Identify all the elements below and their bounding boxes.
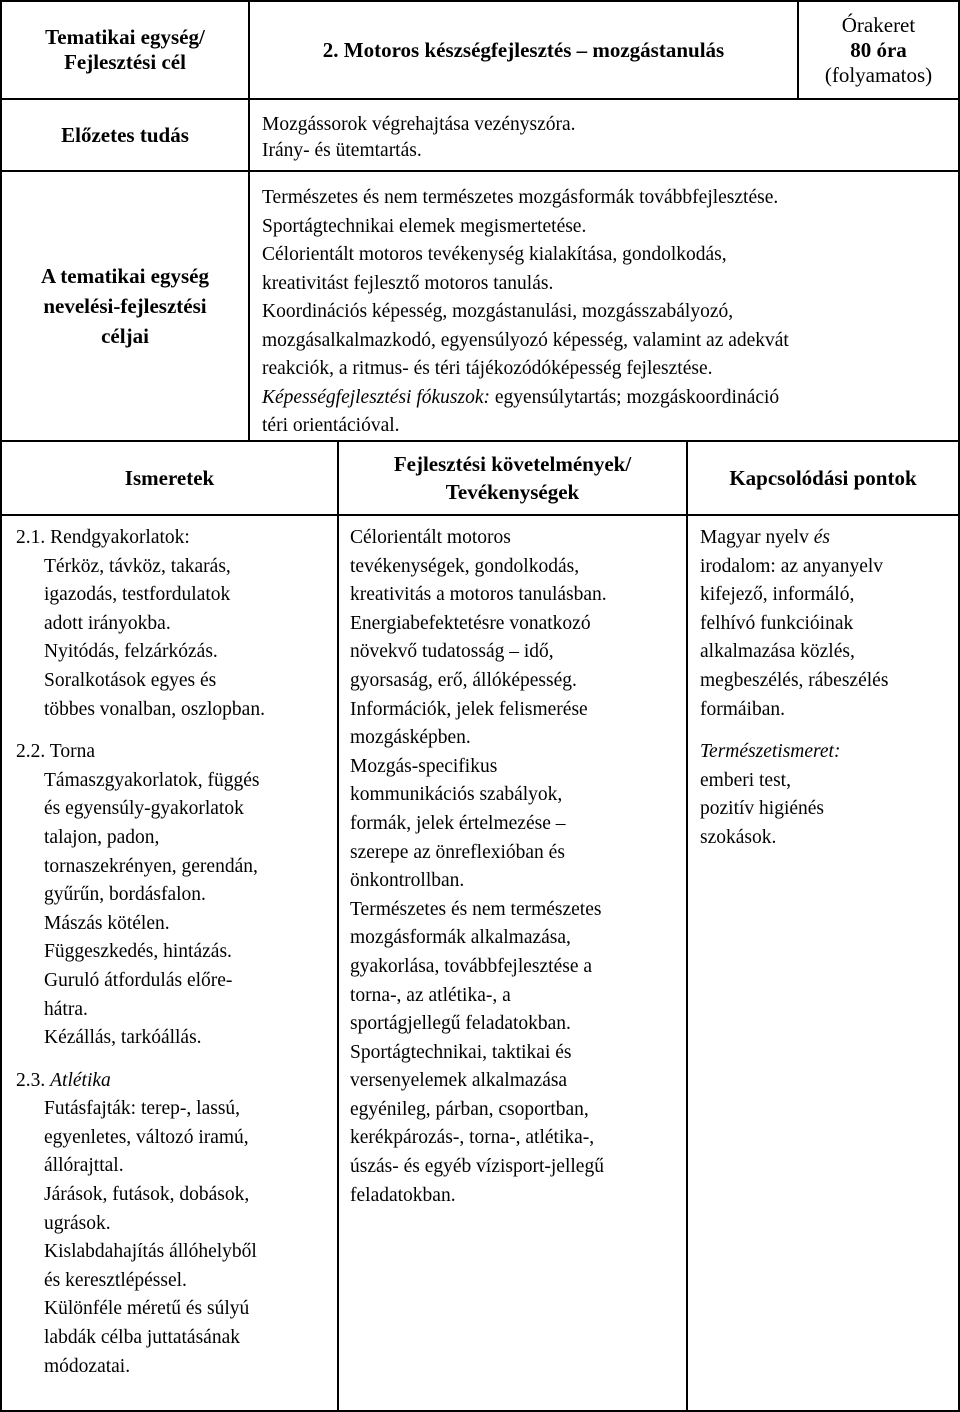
divider-col2-col3: [686, 440, 688, 1412]
unit-label-line2: Fejlesztési cél: [64, 50, 186, 74]
requirement-line: gyakorlása, továbbfejlesztése a: [350, 955, 593, 977]
col-header-requirements-line2: Tevékenységek: [445, 480, 580, 504]
requirement-line: versenyelemek alkalmazása: [350, 1070, 568, 1092]
knowledge-line: Kézállás, tarkóállás.: [44, 1027, 202, 1049]
requirement-line: gyorsaság, erő, állóképesség.: [350, 669, 577, 691]
divider-col1-col2: [337, 440, 339, 1412]
knowledge-line: talajon, padon,: [44, 826, 160, 848]
connection-line: megbeszélés, rábeszélés: [700, 669, 889, 691]
knowledge-line: Soralkotások egyes és: [44, 669, 217, 691]
knowledge-section-torna: 2.2. Torna: [16, 741, 95, 763]
prior-knowledge-label: Előzetes tudás: [61, 122, 189, 147]
knowledge-line: labdák célba juttatásának: [44, 1327, 240, 1349]
requirement-line: úszás- és egyéb vízisport-jellegű: [350, 1156, 604, 1178]
hours-value: 80 óra: [850, 37, 907, 62]
unit-title-cell: [250, 2, 797, 98]
requirement-line: kreativitás a motoros tanulásban.: [350, 584, 607, 606]
knowledge-line: Kislabdahajítás állóhelyből: [44, 1241, 257, 1263]
knowledge-line: Mászás kötélen.: [44, 912, 170, 934]
col-header-knowledge-text: Ismeretek: [124, 465, 215, 490]
connection-line: alkalmazása közlés,: [700, 641, 855, 663]
goals-line: mozgásalkalmazkodó, egyensúlyozó képesség, valamint az adekvát: [262, 329, 789, 351]
knowledge-line: Térköz, távköz, takarás,: [44, 555, 231, 577]
requirement-line: Energiabefektetésre vonatkozó: [350, 612, 591, 634]
hours-label: Órakeret: [841, 12, 916, 37]
knowledge-line: igazodás, testfordulatok: [44, 584, 231, 606]
knowledge-section-rendgyakorlatok: 2.1. Rendgyakorlatok:: [16, 527, 190, 548]
knowledge-section-atletika-number: 2.3.: [16, 1069, 51, 1091]
goals-line: Sportágtechnikai elemek megismertetése.: [262, 215, 587, 237]
goals-label-line3: céljai: [101, 324, 149, 348]
goals-line: Célorientált motoros tevékenység kialakítása, gondolkodás,: [262, 244, 727, 265]
requirement-line: egyénileg, párban, csoportban,: [350, 1098, 589, 1120]
knowledge-section-atletika: [16, 1067, 336, 1096]
knowledge-line: gyűrűn, bordásfalon.: [44, 884, 206, 906]
requirement-line: feladatokban.: [350, 1184, 456, 1206]
requirement-line: mozgásformák alkalmazása,: [350, 927, 571, 949]
connection-subject-hungarian: [700, 524, 956, 553]
requirement-line: Sportágtechnikai, taktikai és: [350, 1041, 572, 1063]
connection-line: felhívó funkcióinak: [700, 612, 854, 634]
knowledge-line: Nyitódás, felzárkózás.: [44, 641, 218, 663]
connection-subject-hungarian-a: Magyar nyelv: [700, 527, 814, 548]
knowledge-line: adott irányokba.: [44, 612, 171, 634]
knowledge-line: módozatai.: [44, 1355, 131, 1377]
requirement-line: tevékenységek, gondolkodás,: [350, 555, 580, 577]
requirement-line: kerékpározás-, torna-, atlétika-,: [350, 1127, 595, 1149]
connection-line: kifejező, informáló,: [700, 584, 855, 606]
requirement-line: Célorientált motoros: [350, 527, 511, 548]
goals-line: reakciók, a ritmus- és téri tájékozódóképesség fejlesztése.: [262, 358, 713, 379]
divider-column-headers: [0, 514, 960, 516]
requirement-line: formák, jelek értelmezése –: [350, 812, 566, 834]
knowledge-line: Guruló átfordulás előre-: [44, 969, 233, 991]
connection-line: szokások.: [700, 826, 777, 848]
requirement-line: önkontrollban.: [350, 870, 465, 892]
connection-line: irodalom: az anyanyelv: [700, 555, 884, 577]
knowledge-line: és keresztlépéssel.: [44, 1269, 187, 1291]
knowledge-content: [16, 524, 336, 1381]
col-header-requirements-line1: Fejlesztési követelmények/: [393, 452, 632, 476]
col-header-knowledge: [2, 442, 337, 514]
goals-line: Koordinációs képesség, mozgástanulási, mozgásszabályozó,: [262, 301, 734, 322]
connections-content: [700, 524, 956, 853]
unit-label-cell: [2, 2, 248, 98]
col-header-connections-text: Kapcsolódási pontok: [729, 465, 917, 490]
knowledge-section-atletika-title: Atlétika: [50, 1069, 111, 1091]
goals-line: kreativitást fejlesztő motoros tanulás.: [262, 272, 554, 294]
col-header-requirements: [339, 442, 686, 514]
goals-label-cell: [2, 172, 248, 440]
knowledge-line: és egyensúly-gyakorlatok: [44, 798, 244, 820]
connection-line: formáiban.: [700, 698, 786, 720]
requirement-line: sportágjellegű feladatokban.: [350, 1013, 571, 1035]
goals-focus-line2: téri orientációval.: [262, 415, 400, 436]
knowledge-line: Függeszkedés, hintázás.: [44, 941, 232, 963]
connection-line: pozitív higiénés: [700, 798, 825, 820]
prior-knowledge-line: Mozgássorok végrehajtása vezényszóra.: [262, 114, 576, 135]
goals-focus-line: [262, 384, 952, 413]
knowledge-line: Járások, futások, dobások,: [44, 1184, 250, 1206]
prior-knowledge-content: [262, 112, 792, 164]
knowledge-line: állórajttal.: [44, 1155, 124, 1177]
goals-content: [262, 184, 952, 441]
goals-line: Természetes és nem természetes mozgásformák továbbfejlesztése.: [262, 187, 779, 208]
col-header-connections: [688, 442, 958, 514]
prior-knowledge-line: Irány- és ütemtartás.: [262, 140, 422, 161]
prior-knowledge-label-cell: [2, 100, 248, 170]
requirement-line: Információk, jelek felismerése: [350, 698, 588, 720]
goals-focus-label: Képességfejlesztési fókuszok:: [262, 386, 490, 408]
requirement-line: növekvő tudatosság – idő,: [350, 641, 554, 663]
hours-note: (folyamatos): [824, 62, 933, 87]
requirement-line: torna-, az atlétika-, a: [350, 984, 511, 1006]
knowledge-line: Futásfajták: terep-, lassú,: [44, 1098, 241, 1120]
hours-cell: [799, 2, 958, 98]
knowledge-line: egyenletes, változó iramú,: [44, 1126, 249, 1148]
unit-title: 2. Motoros készségfejlesztés – mozgástanulás: [322, 37, 725, 62]
requirement-line: mozgásképben.: [350, 727, 471, 749]
requirements-content: [350, 524, 684, 1210]
connection-subject-science: Természetismeret:: [700, 741, 841, 763]
knowledge-line: tornaszekrényen, gerendán,: [44, 855, 258, 877]
knowledge-line: hátra.: [44, 998, 88, 1020]
goals-label-line2: nevelési-fejlesztési: [43, 294, 207, 318]
connection-line: emberi test,: [700, 769, 791, 791]
requirement-line: szerepe az önreflexióban és: [350, 841, 565, 863]
requirement-line: Természetes és nem természetes: [350, 898, 602, 920]
requirement-line: Mozgás-specifikus: [350, 755, 498, 777]
goals-label-line1: A tematikai egység: [41, 264, 209, 288]
knowledge-line: többes vonalban, oszlopban.: [44, 698, 265, 720]
requirement-line: kommunikációs szabályok,: [350, 784, 563, 806]
knowledge-line: Különféle méretű és súlyú: [44, 1298, 250, 1320]
goals-focus-text: egyensúlytartás; mozgáskoordináció: [490, 386, 780, 408]
connection-subject-hungarian-b: és: [813, 527, 830, 548]
knowledge-line: Támaszgyakorlatok, függés: [44, 769, 260, 791]
knowledge-line: ugrások.: [44, 1212, 111, 1234]
unit-label-line1: Tematikai egység/: [45, 25, 205, 49]
